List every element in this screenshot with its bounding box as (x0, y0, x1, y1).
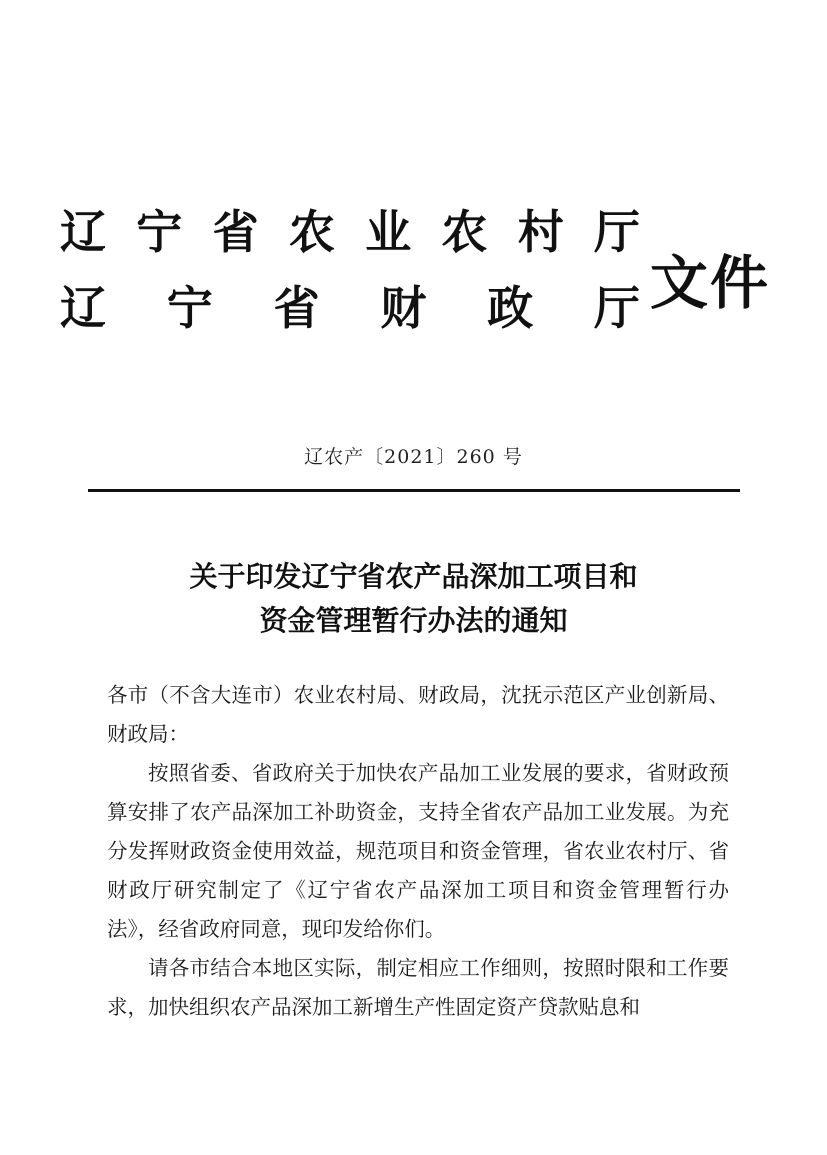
issuer-char: 农 (288, 205, 335, 259)
document-body (107, 676, 729, 1027)
body-paragraph-2: 请各市结合本地区实际，制定相应工作细则，按照时限和工作要求，加快组织农产品深加工新增生产性固定资产贷款贴息和 (107, 956, 729, 1019)
issuer-char: 省 (212, 205, 259, 259)
title-line-2: 资金管理暂行办法的通知 (259, 604, 568, 637)
document-title (0, 555, 827, 643)
issuer-char: 村 (517, 205, 564, 259)
body-paragraph-1: 按照省委、省政府关于加快农产品加工业发展的要求，省财政预算安排了农产品深加工补助资金，支持全省农产品加工业发展。为充分发挥财政资金使用效益，规范项目和资金管理，省农业农村厅、省财政厅研究制定了《辽宁省农产品深加工项目和资金管理暂行办法》，经省政府同意，现印发给你们。 (107, 761, 729, 941)
document-number: 辽农产〔2021〕260 号 (304, 446, 523, 468)
document-header (60, 200, 780, 350)
issuer-char: 辽 (60, 205, 106, 259)
issuer-char: 厅 (593, 205, 640, 259)
issuer-char: 辽 (60, 281, 106, 335)
issuer-char: 农 (441, 205, 488, 259)
issuer-char: 厅 (593, 281, 640, 335)
issuer-char: 财 (380, 281, 427, 335)
issuer-char: 省 (273, 281, 320, 335)
header-divider (88, 489, 740, 492)
issuer-char: 宁 (136, 205, 183, 259)
title-line-1: 关于印发辽宁省农产品深加工项目和 (189, 560, 638, 593)
issuer-finance-department (60, 278, 640, 338)
document-type-label: 文件 (650, 249, 771, 317)
addressee-paragraph: 各市（不含大连市）农业农村局、财政局，沈抚示范区产业创新局、财政局： (107, 683, 729, 746)
issuer-char: 业 (365, 205, 412, 259)
issuer-agriculture-department (60, 202, 640, 262)
issuer-char: 政 (487, 281, 534, 335)
issuer-char: 宁 (166, 281, 213, 335)
